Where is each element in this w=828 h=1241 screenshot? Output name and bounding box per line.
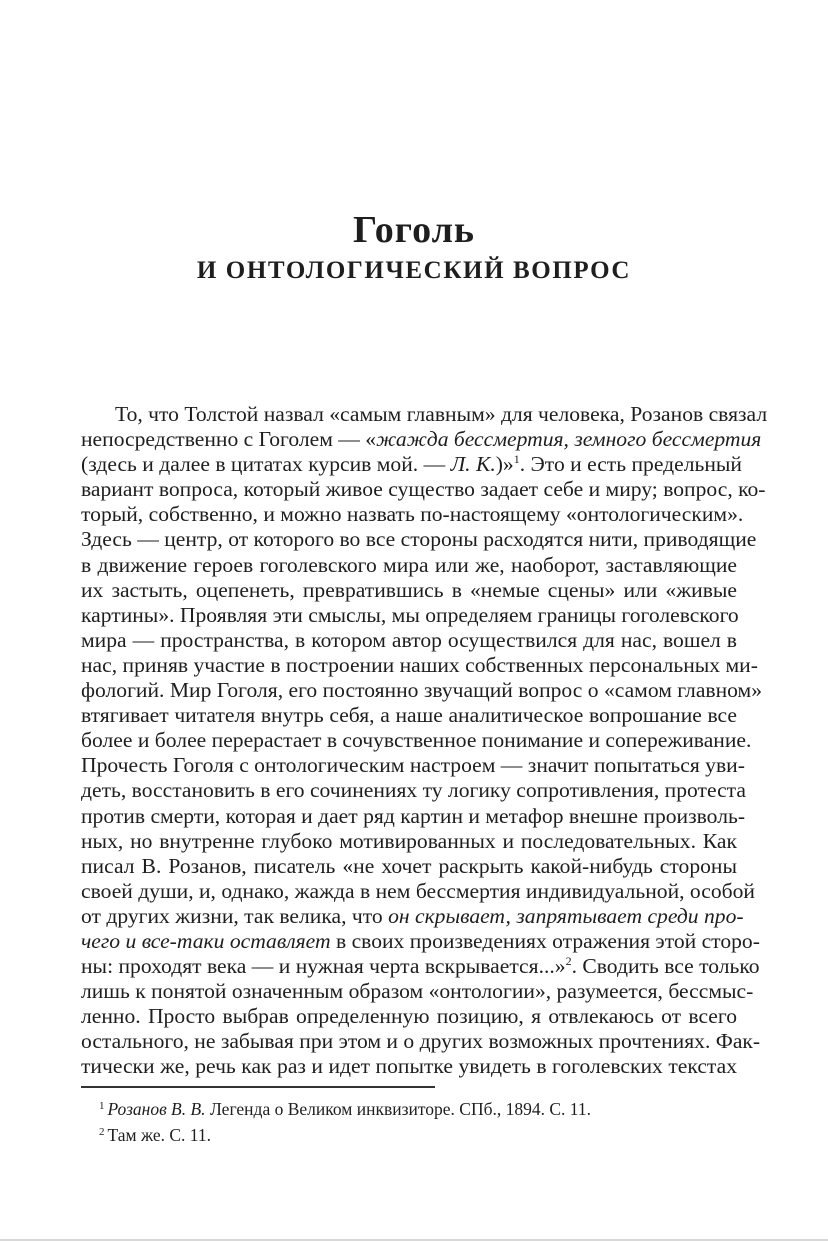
text-line: картины». Проявляя эти смыслы, мы определяем границы гоголевского bbox=[81, 602, 739, 627]
text-line: тически же, речь как раз и идет попытке увидеть в гоголевских текстах bbox=[81, 1054, 737, 1079]
footnote-1 bbox=[99, 1096, 591, 1122]
text-line: чего и все-таки оставляет в своих произведениях отражения этой сторо- bbox=[81, 928, 760, 953]
italic-quote: чего и все-таки оставляет bbox=[81, 928, 331, 953]
text-line: втягивает читателя внутрь себя, а наше аналитическое вопрошание все bbox=[81, 703, 737, 728]
text-line: (здесь и далее в цитатах курсив мой. — Л. К.)»$^1$. Это и есть предельный bbox=[81, 452, 742, 477]
footnote-mark: 1 bbox=[99, 1100, 105, 1112]
footnote-ref-1[interactable]: 1 bbox=[513, 452, 520, 467]
footnote-divider bbox=[81, 1086, 435, 1088]
text-line: в движение героев гоголевского мира или же, наоборот, заставляющие bbox=[81, 552, 737, 577]
footnote-author: Розанов В. В. bbox=[107, 1099, 206, 1119]
text-line: ны: проходят века — и нужная черта вскрывается...»$^2$. Сводить все только bbox=[81, 954, 760, 979]
footnote-2 bbox=[99, 1122, 591, 1148]
text-line: непосредственно с Гоголем — «жажда бессмертия, земного бессмертия bbox=[81, 427, 762, 452]
footnotes bbox=[99, 1096, 591, 1148]
text-line: ных, но внутренне глубоко мотивированных и последовательных. Как bbox=[81, 828, 737, 853]
body-paragraph bbox=[81, 402, 768, 1080]
text-line: фологий. Мир Гоголя, его постоянно звучащий вопрос о «самом главном» bbox=[81, 678, 763, 703]
text-line: торый, собственно, и можно назвать по-настоящему «онтологическим». bbox=[81, 502, 744, 527]
text-line: То, что Толстой назвал «самым главным» для человека, Розанов связал bbox=[115, 402, 768, 426]
text-line: нас, приняв участие в построении наших собственных персональных ми- bbox=[81, 652, 758, 677]
text-line: остального, не забывая при этом и о других возможных прочтениях. Фак- bbox=[81, 1029, 761, 1054]
text-line: мира — пространства, в котором автор осуществился для нас, вошел в bbox=[81, 627, 737, 652]
text-line: ленно. Просто выбрав определенную позицию, я отвлекаюсь от всего bbox=[81, 1004, 737, 1029]
text-line: вариант вопроса, который живое существо задает себе и миру; вопрос, ко- bbox=[81, 477, 766, 502]
footnote-text: Легенда о Великом инквизиторе. СПб., 1894. С. 11. bbox=[205, 1099, 592, 1119]
footnote-text: Там же. С. 11. bbox=[107, 1125, 211, 1145]
text-line: писал В. Розанов, писатель «не хочет раскрыть какой-нибудь стороны bbox=[81, 853, 737, 878]
italic-quote: жажда бессмертия, земного бессмертия bbox=[376, 427, 762, 452]
chapter-title: Гоголь bbox=[352, 209, 476, 251]
text-line: лишь к понятой означенным образом «онтологии», разумеется, бессмыс- bbox=[81, 979, 754, 1004]
text-line: Прочесть Гоголя с онтологическим настроем — значит попытаться уви- bbox=[81, 753, 745, 778]
text-line: своей души, и, однако, жажда в нем бессмертия индивидуальной, особой bbox=[81, 878, 755, 903]
text-line: их застыть, оцепенеть, превратившись в «немые сцены» или «живые bbox=[81, 577, 737, 602]
text-line: деть, восстановить в его сочинениях ту логику сопротивления, протеста bbox=[81, 778, 746, 803]
text-line: Здесь — центр, от которого во все стороны расходятся нити, приводящие bbox=[81, 527, 757, 552]
text-line: от других жизни, так велика, что он скрывает, запрятывает среди про- bbox=[81, 903, 744, 928]
chapter-subtitle: И ОНТОЛОГИЧЕСКИЙ ВОПРОС bbox=[196, 257, 632, 284]
footnote-ref-2[interactable]: 2 bbox=[565, 954, 572, 969]
italic-initials: Л. К. bbox=[450, 452, 496, 477]
italic-quote: он скрывает, запрятывает среди про- bbox=[388, 903, 744, 928]
text-line: более и более перерастает в сочувственное понимание и сопереживание. bbox=[81, 728, 752, 753]
text-line: против смерти, которая и дает ряд картин и метафор внешне произволь- bbox=[81, 803, 746, 828]
footnote-mark: 2 bbox=[99, 1126, 105, 1138]
